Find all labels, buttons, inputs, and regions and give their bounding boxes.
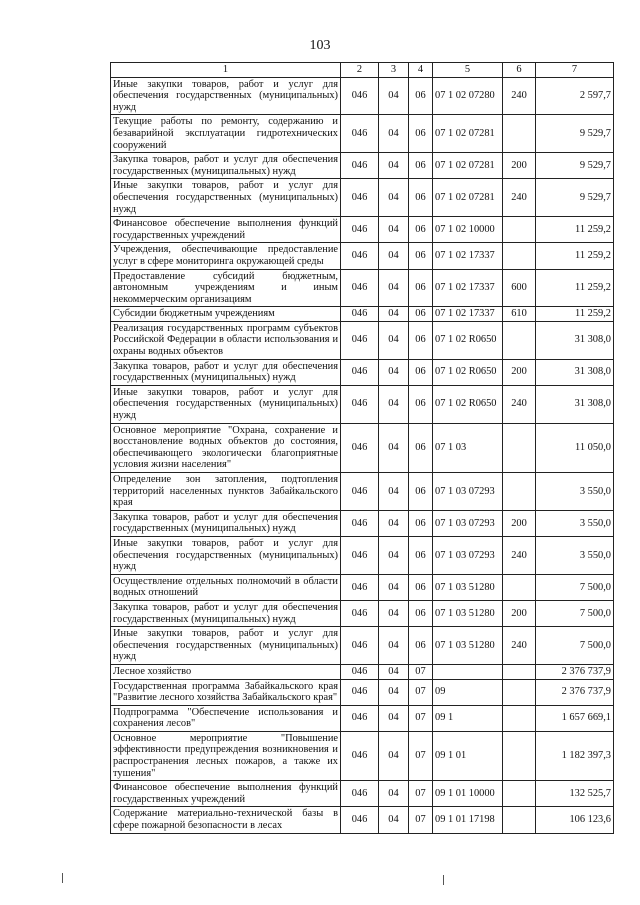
table-row [111, 574, 614, 600]
page-number: 103 [309, 38, 331, 53]
row-name: Субсидии бюджетным учреждениям [111, 307, 341, 322]
row-amount: 9 529,7 [536, 179, 614, 217]
row-ved-code: 046 [341, 217, 379, 243]
table-row [111, 153, 614, 179]
margin-mark [443, 875, 444, 885]
row-name: Осуществление отдельных полномочий в области водных отношений [111, 574, 341, 600]
row-ved-code: 046 [341, 385, 379, 423]
row-ved-code: 046 [341, 179, 379, 217]
header-row [111, 63, 614, 78]
table-row [111, 731, 614, 780]
row-subsection-code: 06 [409, 269, 433, 307]
row-section-code: 04 [379, 269, 409, 307]
table-row [111, 307, 614, 322]
margin-mark [62, 873, 63, 883]
row-amount: 31 308,0 [536, 321, 614, 359]
row-subsection-code: 06 [409, 179, 433, 217]
row-name: Финансовое обеспечение выполнения функций государственных учреждений [111, 217, 341, 243]
row-amount: 11 259,2 [536, 269, 614, 307]
row-amount: 1 182 397,3 [536, 731, 614, 780]
table-row [111, 385, 614, 423]
row-expense-type [503, 781, 536, 807]
header-cell: 7 [536, 63, 614, 78]
row-amount: 7 500,0 [536, 600, 614, 626]
table-row [111, 600, 614, 626]
row-target-article: 07 1 03 [433, 423, 503, 472]
row-amount: 1 657 669,1 [536, 705, 614, 731]
row-subsection-code: 06 [409, 153, 433, 179]
row-amount: 2 376 737,9 [536, 664, 614, 679]
row-ved-code: 046 [341, 77, 379, 115]
row-section-code: 04 [379, 77, 409, 115]
row-ved-code: 046 [341, 307, 379, 322]
row-subsection-code: 06 [409, 77, 433, 115]
row-section-code: 04 [379, 321, 409, 359]
row-target-article [433, 664, 503, 679]
row-target-article: 07 1 02 R0650 [433, 359, 503, 385]
row-section-code: 04 [379, 600, 409, 626]
row-ved-code: 046 [341, 679, 379, 705]
row-target-article: 07 1 03 51280 [433, 600, 503, 626]
row-ved-code: 046 [341, 664, 379, 679]
row-expense-type: 240 [503, 385, 536, 423]
row-subsection-code: 06 [409, 574, 433, 600]
row-expense-type [503, 423, 536, 472]
row-amount: 11 050,0 [536, 423, 614, 472]
row-amount: 9 529,7 [536, 153, 614, 179]
row-subsection-code: 06 [409, 217, 433, 243]
row-ved-code: 046 [341, 807, 379, 833]
row-expense-type: 610 [503, 307, 536, 322]
row-name: Иные закупки товаров, работ и услуг для обеспечения государственных (муниципальных) нужд [111, 627, 341, 665]
row-expense-type [503, 705, 536, 731]
row-name: Основное мероприятие "Повышение эффективности предупреждения возникновения и распространения лесных пожаров, а также их тушения" [111, 731, 341, 780]
row-name: Содержание материально-технической базы в сфере пожарной безопасности в лесах [111, 807, 341, 833]
row-section-code: 04 [379, 179, 409, 217]
row-target-article: 07 1 02 07281 [433, 115, 503, 153]
row-subsection-code: 07 [409, 679, 433, 705]
row-target-article: 07 1 02 17337 [433, 269, 503, 307]
table-row [111, 359, 614, 385]
row-subsection-code: 06 [409, 243, 433, 269]
row-ved-code: 046 [341, 705, 379, 731]
row-subsection-code: 06 [409, 307, 433, 322]
row-ved-code: 046 [341, 321, 379, 359]
row-expense-type: 240 [503, 536, 536, 574]
table-row [111, 321, 614, 359]
row-target-article: 07 1 02 17337 [433, 307, 503, 322]
row-name: Лесное хозяйство [111, 664, 341, 679]
row-name: Текущие работы по ремонту, содержанию и безаварийной эксплуатации гидротехнических сооружений [111, 115, 341, 153]
row-amount: 2 376 737,9 [536, 679, 614, 705]
row-target-article: 07 1 02 10000 [433, 217, 503, 243]
row-name: Государственная программа Забайкальского края "Развитие лесного хозяйства Забайкальского края" [111, 679, 341, 705]
table-row [111, 781, 614, 807]
row-name: Иные закупки товаров, работ и услуг для обеспечения государственных (муниципальных) нужд [111, 179, 341, 217]
table-row [111, 115, 614, 153]
table-row [111, 473, 614, 511]
row-subsection-code: 07 [409, 807, 433, 833]
header-cell: 2 [341, 63, 379, 78]
table-row [111, 807, 614, 833]
row-target-article: 09 1 01 [433, 731, 503, 780]
table-row [111, 536, 614, 574]
table-row [111, 705, 614, 731]
row-amount: 11 259,2 [536, 217, 614, 243]
row-amount: 11 259,2 [536, 307, 614, 322]
row-amount: 132 525,7 [536, 781, 614, 807]
row-amount: 9 529,7 [536, 115, 614, 153]
row-target-article: 07 1 03 07293 [433, 473, 503, 511]
row-section-code: 04 [379, 510, 409, 536]
row-ved-code: 046 [341, 359, 379, 385]
table-row [111, 510, 614, 536]
row-target-article: 07 1 03 07293 [433, 510, 503, 536]
row-section-code: 04 [379, 807, 409, 833]
row-section-code: 04 [379, 473, 409, 511]
row-amount: 3 550,0 [536, 473, 614, 511]
row-name: Закупка товаров, работ и услуг для обеспечения государственных (муниципальных) нужд [111, 600, 341, 626]
header-cell: 3 [379, 63, 409, 78]
budget-table [110, 62, 614, 834]
row-subsection-code: 06 [409, 627, 433, 665]
row-subsection-code: 06 [409, 359, 433, 385]
row-ved-code: 046 [341, 627, 379, 665]
row-target-article: 09 [433, 679, 503, 705]
row-name: Определение зон затопления, подтопления территорий населенных пунктов Забайкальского края [111, 473, 341, 511]
row-section-code: 04 [379, 664, 409, 679]
row-name: Закупка товаров, работ и услуг для обеспечения государственных (муниципальных) нужд [111, 359, 341, 385]
table-row [111, 423, 614, 472]
row-ved-code: 046 [341, 153, 379, 179]
row-expense-type [503, 664, 536, 679]
row-subsection-code: 06 [409, 600, 433, 626]
row-ved-code: 046 [341, 423, 379, 472]
row-subsection-code: 06 [409, 423, 433, 472]
row-name: Предоставление субсидий бюджетным, автономным учреждениям и иным некоммерческим организациям [111, 269, 341, 307]
row-expense-type: 240 [503, 627, 536, 665]
row-name: Иные закупки товаров, работ и услуг для обеспечения государственных (муниципальных) нужд [111, 536, 341, 574]
row-expense-type: 200 [503, 153, 536, 179]
row-section-code: 04 [379, 243, 409, 269]
row-section-code: 04 [379, 217, 409, 243]
row-expense-type [503, 115, 536, 153]
row-expense-type [503, 321, 536, 359]
row-name: Иные закупки товаров, работ и услуг для обеспечения государственных (муниципальных) нужд [111, 385, 341, 423]
row-ved-code: 046 [341, 510, 379, 536]
row-amount: 2 597,7 [536, 77, 614, 115]
row-expense-type [503, 731, 536, 780]
row-ved-code: 046 [341, 731, 379, 780]
row-expense-type: 200 [503, 359, 536, 385]
row-amount: 3 550,0 [536, 536, 614, 574]
row-target-article: 09 1 [433, 705, 503, 731]
row-ved-code: 046 [341, 536, 379, 574]
row-target-article: 07 1 03 51280 [433, 574, 503, 600]
table-row [111, 217, 614, 243]
row-section-code: 04 [379, 731, 409, 780]
row-amount: 106 123,6 [536, 807, 614, 833]
row-amount: 7 500,0 [536, 574, 614, 600]
row-section-code: 04 [379, 574, 409, 600]
row-section-code: 04 [379, 115, 409, 153]
row-subsection-code: 07 [409, 731, 433, 780]
row-amount: 31 308,0 [536, 385, 614, 423]
table-row [111, 627, 614, 665]
row-target-article: 07 1 02 17337 [433, 243, 503, 269]
row-target-article: 07 1 02 07281 [433, 153, 503, 179]
row-amount: 31 308,0 [536, 359, 614, 385]
row-subsection-code: 06 [409, 536, 433, 574]
row-section-code: 04 [379, 705, 409, 731]
row-expense-type [503, 217, 536, 243]
row-expense-type: 240 [503, 77, 536, 115]
row-subsection-code: 07 [409, 781, 433, 807]
row-section-code: 04 [379, 385, 409, 423]
row-target-article: 09 1 01 17198 [433, 807, 503, 833]
row-expense-type [503, 679, 536, 705]
table-row [111, 269, 614, 307]
row-ved-code: 046 [341, 600, 379, 626]
row-expense-type: 200 [503, 510, 536, 536]
row-target-article: 07 1 02 07281 [433, 179, 503, 217]
row-subsection-code: 06 [409, 115, 433, 153]
row-expense-type [503, 807, 536, 833]
row-section-code: 04 [379, 627, 409, 665]
table-row [111, 679, 614, 705]
row-expense-type [503, 473, 536, 511]
row-name: Иные закупки товаров, работ и услуг для обеспечения государственных (муниципальных) нужд [111, 77, 341, 115]
header-cell: 5 [433, 63, 503, 78]
row-section-code: 04 [379, 781, 409, 807]
header-cell: 6 [503, 63, 536, 78]
row-ved-code: 046 [341, 781, 379, 807]
row-ved-code: 046 [341, 473, 379, 511]
row-target-article: 07 1 02 R0650 [433, 385, 503, 423]
row-subsection-code: 06 [409, 321, 433, 359]
header-cell: 4 [409, 63, 433, 78]
row-amount: 3 550,0 [536, 510, 614, 536]
row-expense-type: 240 [503, 179, 536, 217]
row-section-code: 04 [379, 423, 409, 472]
row-name: Подпрограмма "Обеспечение использования и сохранения лесов" [111, 705, 341, 731]
row-section-code: 04 [379, 679, 409, 705]
row-name: Финансовое обеспечение выполнения функций государственных учреждений [111, 781, 341, 807]
row-expense-type: 600 [503, 269, 536, 307]
table-row [111, 243, 614, 269]
row-expense-type [503, 243, 536, 269]
row-target-article: 07 1 02 R0650 [433, 321, 503, 359]
row-expense-type: 200 [503, 600, 536, 626]
table-row [111, 664, 614, 679]
table-row [111, 179, 614, 217]
row-subsection-code: 07 [409, 705, 433, 731]
row-target-article: 07 1 03 07293 [433, 536, 503, 574]
row-subsection-code: 06 [409, 510, 433, 536]
row-target-article: 09 1 01 10000 [433, 781, 503, 807]
row-subsection-code: 06 [409, 473, 433, 511]
row-target-article: 07 1 03 51280 [433, 627, 503, 665]
row-name: Закупка товаров, работ и услуг для обеспечения государственных (муниципальных) нужд [111, 510, 341, 536]
row-name: Закупка товаров, работ и услуг для обеспечения государственных (муниципальных) нужд [111, 153, 341, 179]
row-ved-code: 046 [341, 574, 379, 600]
row-section-code: 04 [379, 153, 409, 179]
row-name: Реализация государственных программ субъектов Российской Федерации в области использования и охраны водных объектов [111, 321, 341, 359]
row-section-code: 04 [379, 359, 409, 385]
row-target-article: 07 1 02 07280 [433, 77, 503, 115]
row-name: Основное мероприятие "Охрана, сохранение и восстановление водных объектов до состояния, обеспечивающего экологически благоприятные условия жизни населения" [111, 423, 341, 472]
row-expense-type [503, 574, 536, 600]
row-ved-code: 046 [341, 269, 379, 307]
table-body [111, 77, 614, 833]
row-ved-code: 046 [341, 115, 379, 153]
row-section-code: 04 [379, 307, 409, 322]
row-subsection-code: 07 [409, 664, 433, 679]
row-ved-code: 046 [341, 243, 379, 269]
row-amount: 7 500,0 [536, 627, 614, 665]
row-subsection-code: 06 [409, 385, 433, 423]
row-section-code: 04 [379, 536, 409, 574]
header-cell: 1 [111, 63, 341, 78]
row-name: Учреждения, обеспечивающие предоставление услуг в сфере мониторинга окружающей среды [111, 243, 341, 269]
row-amount: 11 259,2 [536, 243, 614, 269]
table-row [111, 77, 614, 115]
